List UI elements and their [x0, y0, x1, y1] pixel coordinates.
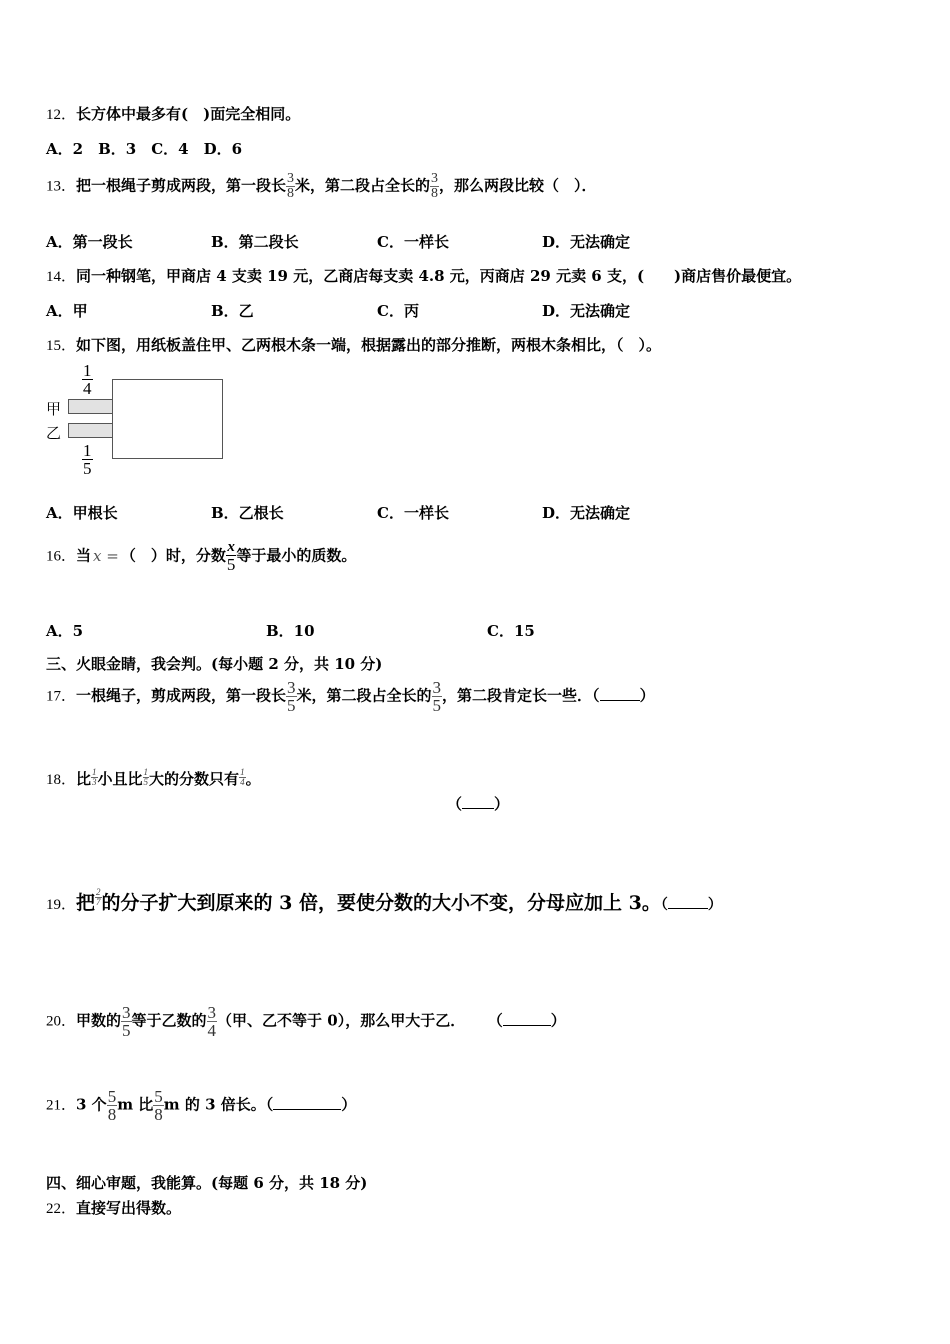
- q18-text-b: 小且比: [97, 770, 143, 788]
- q16-numerator: x: [227, 539, 235, 555]
- q20-number: 20．: [46, 1013, 77, 1030]
- q15-text: 如下图，用纸板盖住甲、乙两根木条一端，根据露出的部分推断，两根木条相比，（ ）。: [76, 336, 662, 354]
- q21-f2-denominator: 8: [154, 1105, 163, 1124]
- q19-answer-blank[interactable]: [668, 896, 708, 909]
- q17-fraction-2: [432, 679, 443, 714]
- q20-text-b: 等于乙数的: [131, 1011, 207, 1030]
- q15-number: 15．: [46, 338, 77, 354]
- q20-fraction-1: [121, 1004, 132, 1039]
- q18-f3-denominator: 4: [240, 777, 245, 787]
- q12-options: A．2 B．3 C．4 D．6: [46, 140, 243, 158]
- q18-paren-right: ）: [494, 795, 510, 813]
- q20-fraction-2: [207, 1004, 218, 1039]
- q15-option-b: B．乙根长: [211, 504, 284, 522]
- q16-text-b: （ ）时，分数: [120, 546, 226, 565]
- q13-option-b: B．第二段长: [211, 233, 299, 251]
- q15-top-numerator: 1: [83, 361, 92, 380]
- q20-f2-numerator: 3: [207, 1003, 217, 1022]
- q19-paren-right: ）: [707, 897, 722, 913]
- q15-bottom-denominator: 5: [83, 459, 92, 478]
- q21-text-d: ）: [341, 1095, 357, 1114]
- q15-figure: [46, 362, 236, 482]
- q13-text-b: 米，第二段占全长的: [295, 176, 431, 195]
- q17-fraction-1: [286, 679, 297, 714]
- q21-f2-numerator: 5: [154, 1087, 163, 1106]
- q16-variable: x =: [93, 546, 119, 565]
- q14-option-c: C．丙: [377, 302, 419, 320]
- q16-fraction: [226, 540, 237, 573]
- q17-number: 17．: [46, 688, 77, 705]
- q17-text-b: 米，第二段占全长的: [296, 686, 432, 705]
- q17-text-c: ，第二段肯定长一些．（: [442, 686, 600, 705]
- section-3-heading: 三、火眼金睛，我会判。(每小题 2 分，共 10 分): [46, 655, 383, 673]
- q21-answer-blank[interactable]: [273, 1097, 341, 1110]
- q13-text-c: ，那么两段比较（ ）．: [439, 176, 597, 195]
- q12-number: 12．: [46, 107, 77, 123]
- q22-text: 直接写出得数。: [76, 1199, 182, 1217]
- q12-text-a: 长方体中最多有(: [76, 105, 189, 123]
- q18-text-a: 比: [76, 770, 92, 788]
- q17-f2-denominator: 5: [432, 696, 442, 715]
- q21-text-a: 3 个: [76, 1095, 107, 1114]
- q17-f2-numerator: 3: [432, 678, 442, 697]
- q15-option-a: A．甲根长: [46, 504, 118, 522]
- q22-number: 22．: [46, 1201, 77, 1217]
- q15-stick-yi: [68, 423, 114, 438]
- q20-stem: [46, 1004, 566, 1039]
- q15-option-d: D．无法确定: [542, 504, 631, 522]
- q21-stem: [46, 1088, 356, 1123]
- q20-paren-left: （: [487, 1011, 503, 1030]
- q16-option-c: C．15: [487, 622, 535, 640]
- q21-f1-denominator: 8: [107, 1105, 117, 1124]
- q20-f1-numerator: 3: [122, 1003, 131, 1022]
- q21-text-b: m 比: [117, 1095, 154, 1114]
- q21-fraction-2: [153, 1088, 164, 1123]
- q14-number: 14．: [46, 269, 77, 285]
- q20-text-a: 甲数的: [76, 1011, 122, 1030]
- q18-paren-left: （: [447, 795, 463, 813]
- q19-text-a: 把: [76, 892, 96, 914]
- q16-text-c: 等于最小的质数。: [236, 546, 357, 565]
- q16-option-a: A．5: [46, 622, 84, 640]
- q14-option-b: B．乙: [211, 302, 254, 320]
- q18-f2-numerator: 1: [143, 767, 149, 777]
- q20-f1-denominator: 5: [122, 1021, 131, 1040]
- q18-f1-numerator: 1: [92, 767, 97, 777]
- q13-option-c: C．一样长: [377, 233, 449, 251]
- q18-text-d: 。: [245, 770, 261, 788]
- q15-stick-jia: [68, 399, 114, 414]
- q21-text-c: m 的 3 倍长。（: [163, 1095, 274, 1114]
- q13-f1-denominator: 8: [287, 186, 295, 201]
- q18-stem: [46, 768, 261, 789]
- q21-fraction-1: [107, 1088, 118, 1123]
- q15-stem: [46, 334, 661, 355]
- q19-number: 19．: [46, 897, 77, 913]
- q21-number: 21．: [46, 1097, 77, 1114]
- q15-option-c: C．一样长: [377, 504, 449, 522]
- q18-number: 18．: [46, 772, 77, 788]
- q20-f2-denominator: 4: [207, 1021, 217, 1040]
- q14-text: 同一种钢笔，甲商店 4 支卖 19 元，乙商店每支卖 4.8 元，丙商店 29 元卖 6 支，( )商店售价最便宜。: [76, 267, 802, 285]
- q16-text-a: 当: [76, 546, 92, 565]
- q15-label-jia: 甲: [46, 400, 62, 418]
- q18-text-c: 大的分数只有: [149, 770, 240, 788]
- q19-numerator: 2: [96, 887, 101, 897]
- q18-answer: [447, 793, 509, 814]
- q18-f3-numerator: 1: [240, 767, 245, 777]
- q13-f2-denominator: 8: [431, 186, 439, 201]
- q13-f1-numerator: 3: [287, 171, 295, 186]
- q17-answer-blank[interactable]: [600, 688, 640, 701]
- q14-option-a: A．甲: [46, 302, 88, 320]
- q20-paren-right: ）: [550, 1011, 566, 1030]
- q17-stem: [46, 679, 655, 714]
- q18-answer-blank[interactable]: [462, 796, 494, 809]
- q15-label-yi: 乙: [46, 424, 62, 442]
- q19-stem: [46, 888, 722, 915]
- q13-text-a: 把一根绳子剪成两段，第一段长: [76, 176, 287, 195]
- q16-denominator: 5: [226, 555, 236, 574]
- q17-f1-denominator: 5: [287, 696, 296, 715]
- q15-bottom-numerator: 1: [83, 441, 92, 460]
- q13-option-d: D．无法确定: [542, 233, 631, 251]
- q13-option-a: A．第一段长: [46, 233, 133, 251]
- q15-top-fraction: [82, 362, 93, 397]
- q15-top-denominator: 4: [83, 379, 92, 398]
- q21-f1-numerator: 5: [107, 1087, 117, 1106]
- q16-option-b: B．10: [266, 622, 315, 640]
- q12-stem: [46, 103, 300, 124]
- q13-fraction-2: [430, 172, 439, 201]
- q20-answer-blank[interactable]: [503, 1013, 551, 1026]
- q13-stem: [46, 172, 597, 201]
- q15-cardboard: [112, 379, 223, 459]
- q20-text-c: （甲、乙不等于 0），那么甲大于乙．: [217, 1011, 466, 1030]
- q12-text-b: )面完全相同。: [203, 105, 301, 123]
- q13-number: 13．: [46, 178, 77, 195]
- q16-stem: [46, 540, 356, 573]
- q13-f2-numerator: 3: [431, 171, 439, 186]
- q19-denominator: 7: [96, 897, 101, 907]
- q13-fraction-1: [286, 172, 295, 201]
- section-4-heading: 四、细心审题，我能算。(每题 6 分，共 18 分): [46, 1174, 368, 1192]
- q17-f1-numerator: 3: [287, 678, 296, 697]
- q16-number: 16．: [46, 548, 77, 565]
- q18-f2-denominator: 5: [143, 777, 149, 787]
- q19-paren-left: （: [660, 897, 668, 913]
- q19-text-b: 的分子扩大到原来的 3 倍，要使分数的大小不变，分母应加上 3。: [101, 892, 661, 914]
- q17-text-d: ）: [639, 686, 655, 705]
- q14-stem: [46, 265, 801, 286]
- q14-option-d: D．无法确定: [542, 302, 631, 320]
- q18-f1-denominator: 3: [92, 777, 97, 787]
- q15-bottom-fraction: [82, 442, 93, 477]
- q17-text-a: 一根绳子，剪成两段，第一段长: [76, 686, 287, 705]
- q22-stem: [46, 1197, 181, 1218]
